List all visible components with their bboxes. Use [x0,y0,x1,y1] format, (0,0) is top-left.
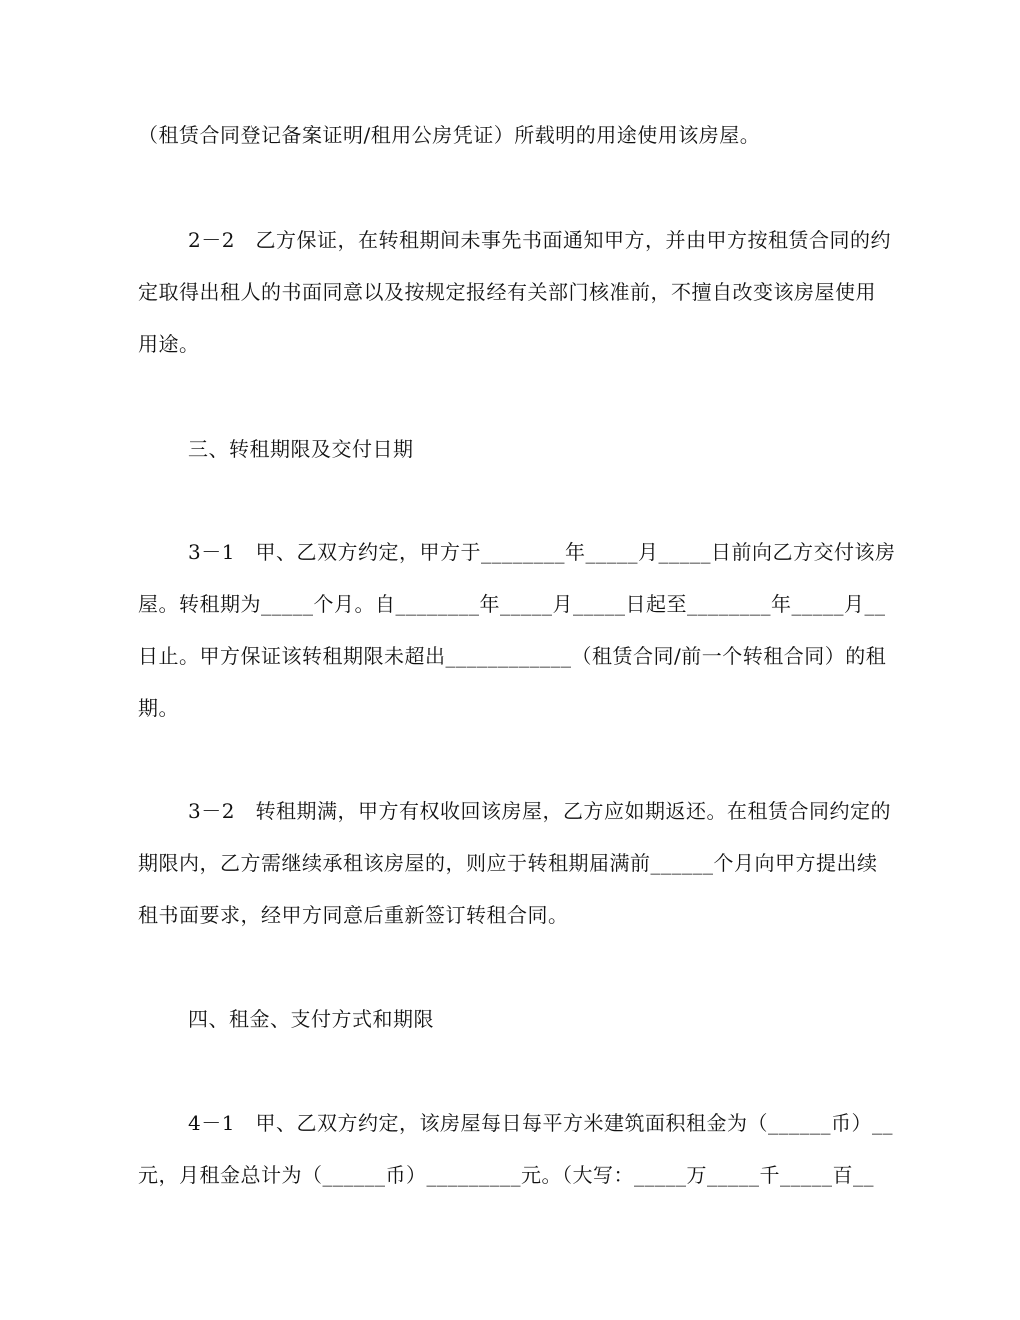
clause-3-1-line-2: 屋。转租期为_____个月。自________年_____月_____日起至________年_____月__ [138,592,886,616]
clause-4-1-line-1: 4－1 甲、乙双方约定，该房屋每日每平方米建筑面积租金为（______币）__ [188,1111,893,1135]
clause-3-1-line-4: 期。 [138,696,179,720]
clause-2-2-line-1: 2－2 乙方保证，在转租期间未事先书面通知甲方，并由甲方按租赁合同的约 [188,228,891,252]
clause-2-2-line-2: 定取得出租人的书面同意以及按规定报经有关部门核准前，不擅自改变该房屋使用 [138,280,876,304]
clause-3-1-line-3: 日止。甲方保证该转租期限未超出____________（租赁合同/前一个转租合同）的租 [138,644,887,668]
section-heading-4: 四、租金、支付方式和期限 [188,1007,434,1031]
clause-4-1-line-2: 元，月租金总计为（______币）_________元。（大写：_____万_____千_____百__ [138,1163,874,1187]
clause-3-2-line-2: 期限内，乙方需继续承租该房屋的，则应于转租期届满前______个月向甲方提出续 [138,851,878,875]
clause-3-2-line-3: 租书面要求，经甲方同意后重新签订转租合同。 [138,903,569,927]
clause-3-2-line-1: 3－2 转租期满，甲方有权收回该房屋，乙方应如期返还。在租赁合同约定的 [188,799,891,823]
section-heading-3: 三、转租期限及交付日期 [188,437,414,461]
paragraph-line: （租赁合同登记备案证明/租用公房凭证）所载明的用途使用该房屋。 [138,123,761,147]
clause-2-2-line-3: 用途。 [138,332,200,356]
clause-3-1-line-1: 3－1 甲、乙双方约定，甲方于________年_____月_____日前向乙方交付该房 [188,540,896,564]
